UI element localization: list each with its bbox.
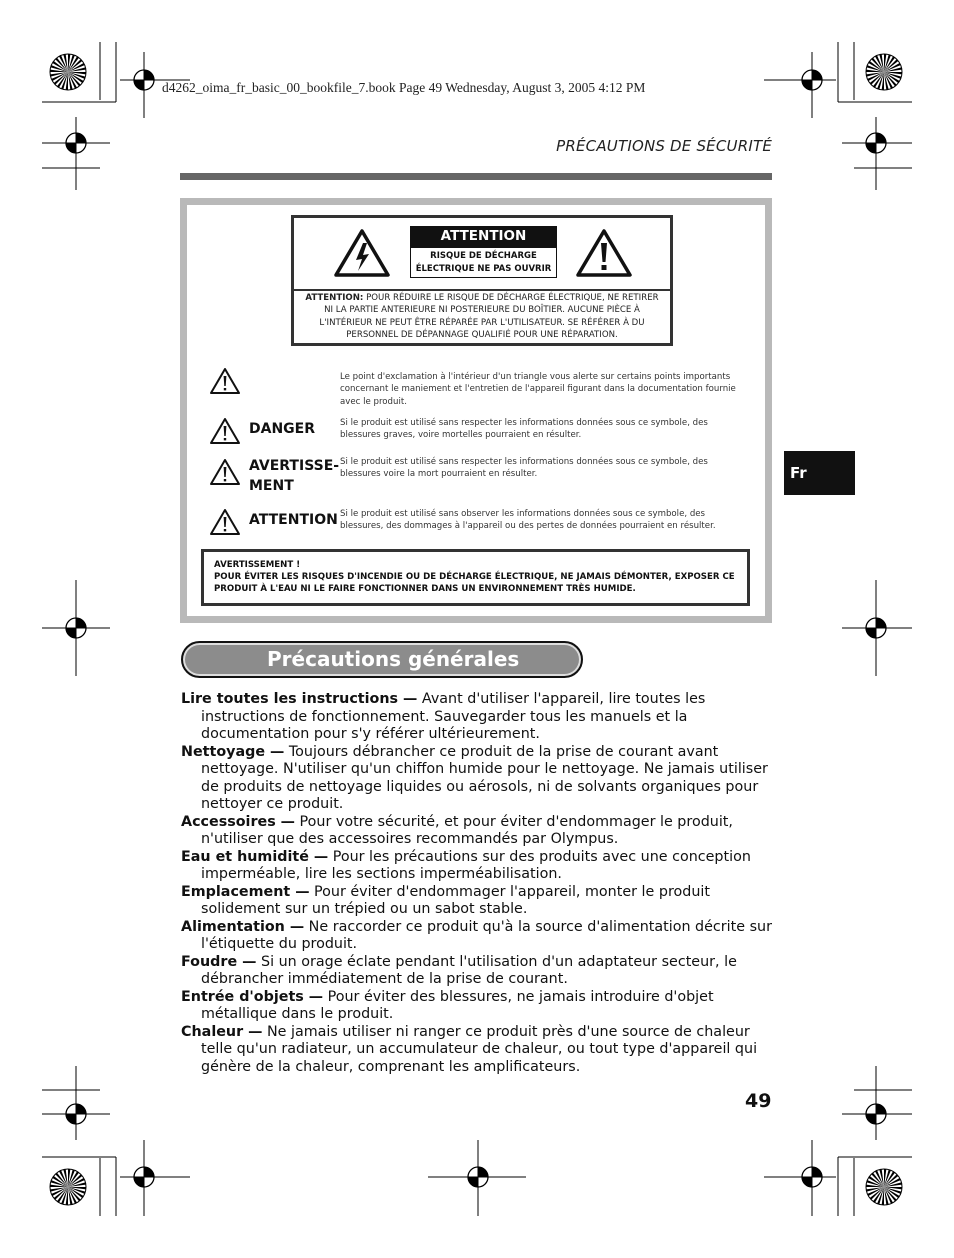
precaution-text: Pour éviter des blessures, ne jamais introduire d'objet métallique dans le produit. [201, 988, 714, 1022]
caution-subtitle [410, 247, 557, 278]
precaution-text: Pour les précautions sur des produits avec une conception imperméable, lire les sections imperméabilisation. [201, 848, 751, 882]
caution-label-top [294, 218, 670, 291]
registration-quadrant [76, 133, 86, 143]
caution-text-line: L'INTÉRIEUR NE PEUT ÊTRE RÉPARÉE PAR L'UTILISATEUR. SE RÉFÉRER À DU [319, 317, 645, 328]
precaution-term: Foudre — [181, 953, 257, 970]
precaution-item [181, 954, 773, 989]
precaution-item [181, 744, 773, 814]
precaution-term: Accessoires — [181, 813, 295, 830]
precaution-item [181, 989, 773, 1024]
registration-quadrant [802, 1177, 812, 1187]
registration-quadrant [66, 628, 76, 638]
registration-quadrant [66, 1114, 76, 1124]
symbol-description: Le point d'exclamation à l'intérieur d'un triangle vous alerte sur certains points importants concernant le maniement et l'entretien de l'appareil figurant dans la documentation fournie avec le produit. [340, 372, 736, 407]
section-title-banner [181, 641, 583, 678]
registration-quadrant [812, 70, 822, 80]
caution-text-line: POUR RÉDUIRE LE RISQUE DE DÉCHARGE ÉLECTRIQUE, NE RETIRER [366, 293, 659, 303]
registration-quadrant [478, 1167, 488, 1177]
registration-quadrant [76, 618, 86, 628]
exclamation-triangle-icon [576, 228, 632, 278]
precaution-text: Pour votre sécurité, et pour éviter d'endommager le produit, n'utiliser que des accessoires recommandés par Olympus. [201, 813, 733, 847]
warning-triangle-icon [209, 367, 241, 395]
precaution-text: Pour éviter d'endommager l'appareil, monter le produit solidement sur un trépied ou un sabot stable. [201, 883, 710, 917]
header-rule [180, 173, 772, 180]
caution-text-line: NI LA PARTIE ANTERIEURE NI POSTERIEURE DU BOÎTIER. AUCUNE PIÈCE À [324, 305, 640, 316]
precaution-term: Emplacement — [181, 883, 310, 900]
warning-box-title: AVERTISSEMENT ! [214, 560, 301, 570]
caution-label [291, 215, 673, 346]
precaution-text: Si un orage éclate pendant l'utilisation d'un adaptateur secteur, le débrancher immédiatement de la prise de courant. [201, 953, 737, 987]
warning-box-text: POUR ÉVITER LES RISQUES D'INCENDIE OU DE DÉCHARGE ÉLECTRIQUE, NE JAMAIS DÉMONTER, EXPOSER CE PRODUIT À L'EAU NI LE FAIRE FONCTIONNER DANS UN ENVIRONNEMENT TRÈS HUMIDE. [214, 572, 735, 595]
registration-quadrant [812, 1167, 822, 1177]
registration-quadrant [876, 618, 886, 628]
registration-quadrant [76, 1104, 86, 1114]
safety-frame [180, 198, 772, 623]
registration-quadrant [134, 80, 144, 90]
warning-box [201, 549, 750, 606]
lightning-triangle-icon [334, 228, 390, 278]
caution-title: ATTENTION [410, 226, 557, 247]
precaution-text: Ne raccorder ce produit qu'à la source d'alimentation décrite sur l'étiquette du produit. [201, 918, 772, 952]
precaution-text: Toujours débrancher ce produit de la prise de courant avant nettoyage. N'utiliser qu'un chiffon humide pour le nettoyage. Ne jamais utiliser de produits de nettoyage liquides ou aérosols, ni de solvants organiques pour nettoyer ce produit. [201, 743, 768, 812]
registration-quadrant [802, 80, 812, 90]
precaution-item [181, 691, 773, 744]
symbol-description: Si le produit est utilisé sans respecter les informations données sous ce symbole, des blessures voire la mort pourraient en résulter. [340, 457, 708, 480]
precaution-item [181, 814, 773, 849]
symbol-label-avertissement: AVERTISSE- MENT [249, 458, 340, 494]
precaution-term: Entrée d'objets — [181, 988, 324, 1005]
precaution-text: Ne jamais utiliser ni ranger ce produit près d'une source de chaleur telle qu'un radiateur, un accumulateur de chaleur, ou tout type d'appareil qui génère de la chaleur, comprenant les amplificateurs. [201, 1023, 758, 1075]
caution-subtitle-line: RISQUE DE DÉCHARGE [430, 251, 537, 261]
registration-quadrant [144, 1167, 154, 1177]
precaution-term: Nettoyage — [181, 743, 285, 760]
registration-quadrant [866, 1114, 876, 1124]
caution-subtitle-line: ÉLECTRIQUE NE PAS OUVRIR [415, 264, 552, 274]
precaution-item [181, 919, 773, 954]
language-tab: Fr [784, 451, 855, 495]
caution-text [294, 292, 670, 342]
symbol-label-attention: ATTENTION [249, 512, 338, 528]
caution-text-line: PERSONNEL DE DÉPANNAGE QUALIFIÉ POUR UNE RÉPARATION. [346, 330, 618, 341]
registration-quadrant [876, 133, 886, 143]
precaution-item [181, 849, 773, 884]
registration-quadrant [866, 143, 876, 153]
page-number: 49 [745, 1090, 772, 1112]
safety-panel [187, 205, 765, 616]
symbol-description: Si le produit est utilisé sans observer les informations données sous ce symbole, des blessures, des dommages à l'appareil ou des pertes de données pourraient en résulter. [340, 509, 716, 532]
precaution-item [181, 1024, 773, 1077]
section-title: Précautions générales [267, 647, 520, 671]
warning-triangle-icon [209, 417, 241, 445]
symbol-description: Si le produit est utilisé sans respecter les informations données sous ce symbole, des blessures graves, voire mortelles pourraient en résulter. [340, 418, 708, 441]
caution-text-lead: ATTENTION: [305, 293, 364, 303]
print-header: d4262_oima_fr_basic_00_bookfile_7.book Page 49 Wednesday, August 3, 2005 4:12 PM [162, 80, 646, 95]
precaution-item [181, 884, 773, 919]
registration-quadrant [144, 70, 154, 80]
precautions-list [181, 691, 773, 1076]
registration-quadrant [468, 1177, 478, 1187]
section-header: PRÉCAUTIONS DE SÉCURITÉ [556, 137, 772, 155]
registration-quadrant [866, 628, 876, 638]
registration-quadrant [66, 143, 76, 153]
precaution-term: Chaleur — [181, 1023, 263, 1040]
precaution-term: Lire toutes les instructions — [181, 691, 418, 707]
symbol-label-danger: DANGER [249, 421, 316, 437]
warning-triangle-icon [209, 508, 241, 536]
precaution-term: Alimentation — [181, 918, 305, 935]
precaution-text: Avant d'utiliser l'appareil, lire toutes les instructions de fonctionnement. Sauvegarder tous les manuels et la documentation pour s'y référer ultérieurement. [201, 691, 706, 742]
precaution-term: Eau et humidité — [181, 848, 329, 865]
registration-quadrant [134, 1177, 144, 1187]
warning-triangle-icon [209, 458, 241, 486]
registration-quadrant [876, 1104, 886, 1114]
